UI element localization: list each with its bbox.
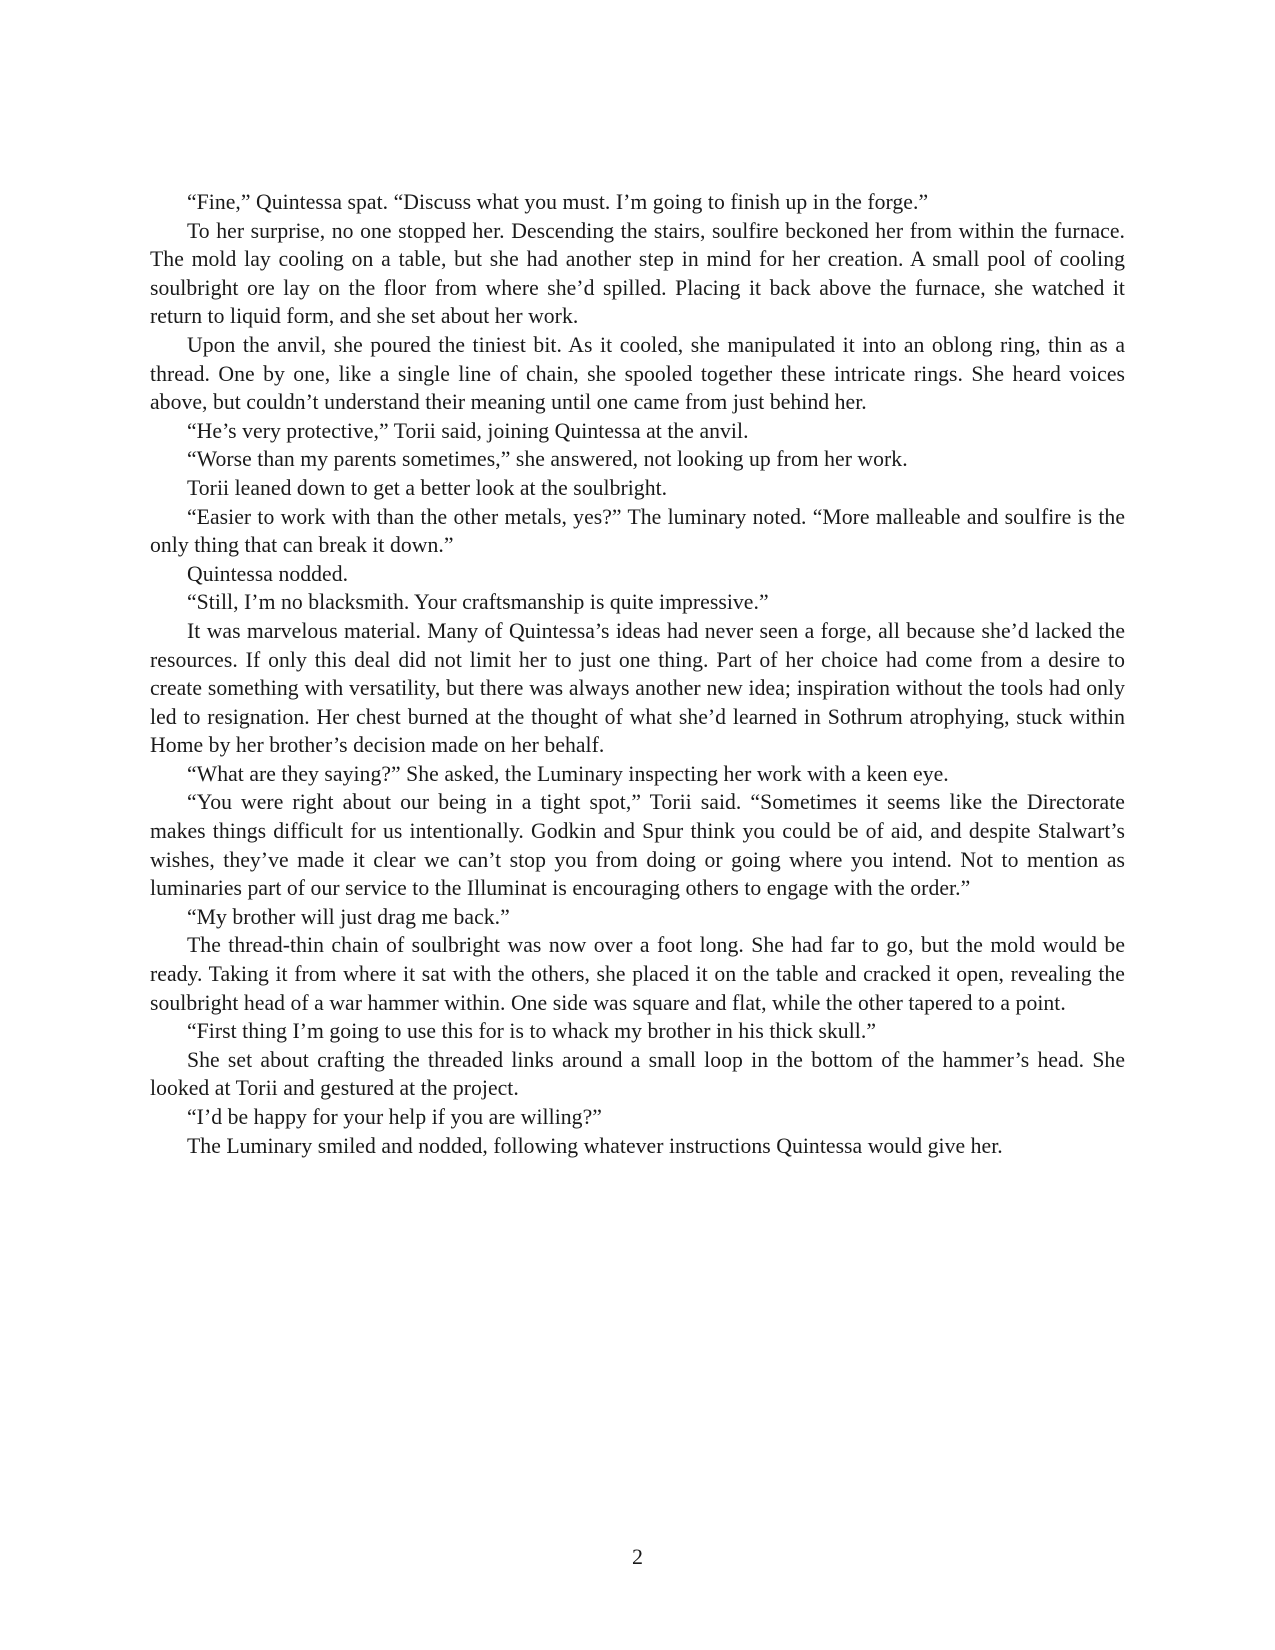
paragraph: “Still, I’m no blacksmith. Your craftsmanship is quite impressive.” bbox=[187, 590, 769, 615]
paragraph: To her surprise, no one stopped her. Descending the stairs, soulfire beckoned her from within the furnace. The mold lay cooling on a table, but she had another step in mind for her creation. A small pool of cooling soulbright ore lay on the floor from where she’d spilled. Placing it back above the furnace, she watched it return to liquid form, and she set about her work. bbox=[150, 218, 1125, 329]
paragraph: Upon the anvil, she poured the tiniest bit. As it cooled, she manipulated it into an oblong ring, thin as a thread. One by one, like a single line of chain, she spooled together these intricate rings. She heard voices above, but couldn’t understand their meaning until one came from just behind her. bbox=[150, 332, 1125, 415]
paragraph: “I’d be happy for your help if you are willing?” bbox=[187, 1105, 602, 1129]
paragraph: “Fine,” Quintessa spat. “Discuss what you must. I’m going to finish up in the forge.” bbox=[187, 190, 929, 214]
paragraph: Quintessa nodded. bbox=[187, 561, 349, 586]
paragraph: It was marvelous material. Many of Quintessa’s ideas had never seen a forge, all because she’d lacked the resources. If only this deal did not limit her to just one thing. Part of her choice had come from a desire to create something with versatility, but there was always another new idea; inspiration without the tools had only led to resignation. Her chest burned at the thought of what she’d learned in Sothrum atrophying, stuck within Home by her brother’s decision made on her behalf. bbox=[150, 618, 1125, 758]
paragraph: “Worse than my parents sometimes,” she answered, not looking up from her work. bbox=[187, 447, 908, 472]
paragraph: “You were right about our being in a tight spot,” Torii said. “Sometimes it seems like the Directorate makes things difficult for us intentionally. Godkin and Spur think you could be of aid, and despite Stalwart’s wishes, they’ve made it clear we can’t stop you from doing or going where you intend. Not to mention as luminaries part of our service to the Illuminat is encouraging others to engage with the order.” bbox=[150, 790, 1125, 901]
paragraph: The Luminary smiled and nodded, following whatever instructions Quintessa would give her. bbox=[187, 1133, 1003, 1158]
paragraph: “He’s very protective,” Torii said, joining Quintessa at the anvil. bbox=[187, 418, 749, 443]
paragraph: The thread-thin chain of soulbright was now over a foot long. She had far to go, but the mold would be ready. Taking it from where it sat with the others, she placed it on the table and cracked it open, revealing the soulbright head of a war hammer within. One side was square and flat, while the other tapered to a point. bbox=[150, 933, 1125, 1015]
paragraph: “First thing I’m going to use this for is to whack my brother in his thick skull.” bbox=[187, 1019, 876, 1044]
paragraph: “My brother will just drag me back.” bbox=[187, 904, 510, 929]
paragraph: “Easier to work with than the other metals, yes?” The luminary noted. “More malleable and soulfire is the only thing that can break it down.” bbox=[150, 504, 1125, 558]
paragraph: “What are they saying?” She asked, the Luminary inspecting her work with a keen eye. bbox=[187, 761, 949, 786]
paragraph: She set about crafting the threaded links around a small loop in the bottom of the hammer’s head. She looked at Torii and gestured at the project. bbox=[150, 1047, 1125, 1101]
page-number: 2 bbox=[632, 1544, 643, 1569]
page-body bbox=[150, 188, 1125, 1160]
paragraph: Torii leaned down to get a better look at the soulbright. bbox=[187, 475, 668, 500]
